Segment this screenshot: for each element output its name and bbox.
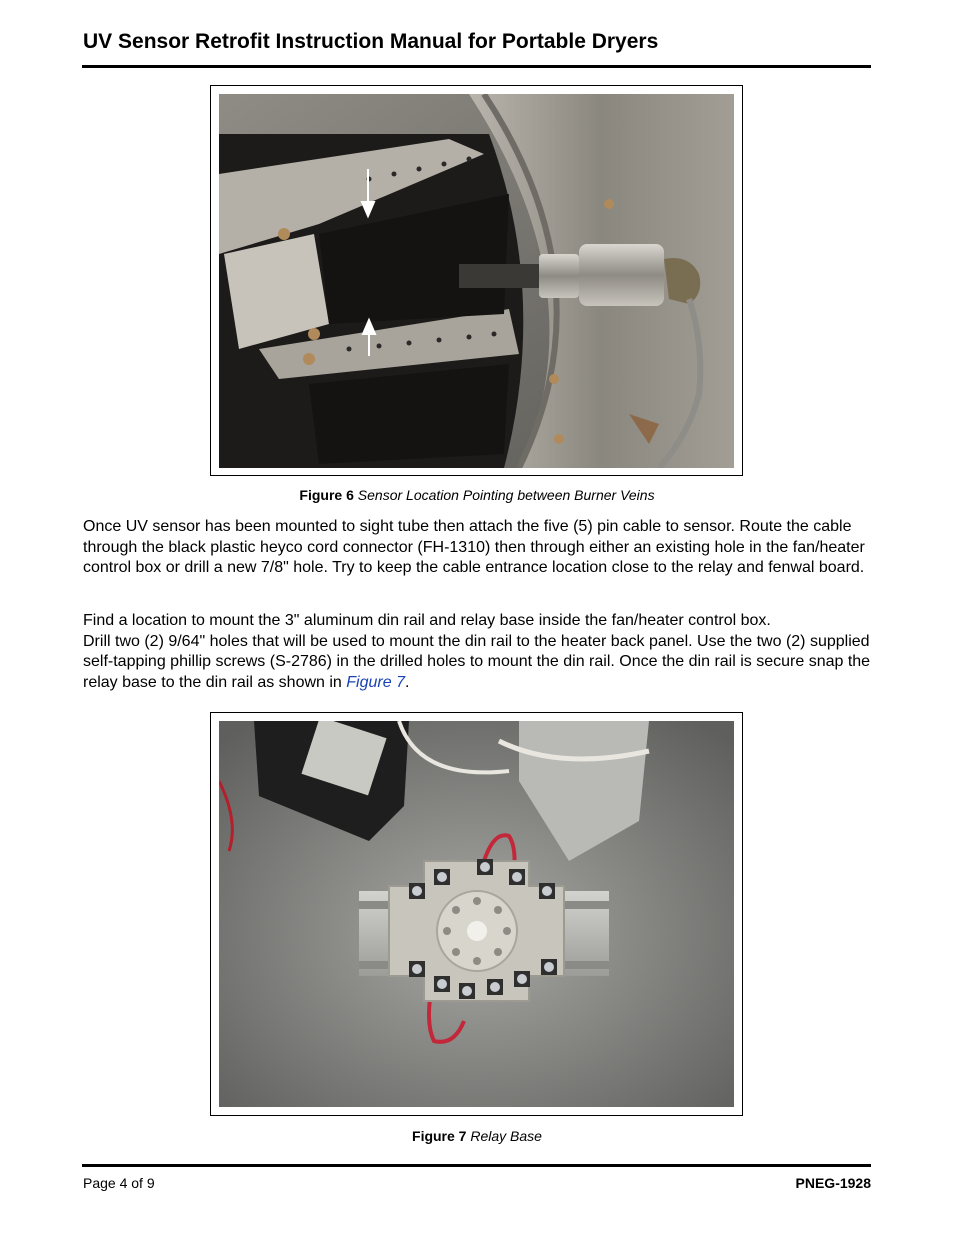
figure-6-frame (210, 85, 743, 476)
figure-6-caption (0, 487, 954, 503)
relay-base-photo-illustration (219, 721, 734, 1107)
figure-7-photo (219, 721, 734, 1107)
header-rule (82, 65, 871, 68)
uv-sensor-photo-illustration (219, 94, 734, 468)
figure-7-number: Figure 7 (412, 1128, 467, 1144)
figure-6-description: Sensor Location Pointing between Burner Veins (357, 487, 655, 503)
footer-rule (82, 1164, 871, 1167)
figure-7-description: Relay Base (470, 1128, 542, 1144)
paragraph-din-rail-end: . (404, 673, 410, 691)
paragraph-din-rail-line1: Find a location to mount the 3" aluminum din rail and relay base inside the fan/heater control box. (83, 612, 771, 629)
page-number: Page 4 of 9 (83, 1175, 155, 1191)
figure-7-frame (210, 712, 743, 1116)
figure-7-caption (0, 1128, 954, 1144)
paragraph-din-rail (83, 611, 873, 693)
page-title: UV Sensor Retrofit Instruction Manual for Portable Dryers (83, 30, 659, 53)
figure-6-number: Figure 6 (299, 487, 354, 503)
figure-6-photo (219, 94, 734, 468)
paragraph-cable-routing: Once UV sensor has been mounted to sight tube then attach the five (5) pin cable to sensor. Route the cable through the black plastic heyco cord connector (FH-1310) then through either an existing hole in the fan/heater control box or drill a new 7/8" hole. Try to keep the cable entrance location close to the relay and fenwal board. (83, 518, 865, 576)
paragraph-din-rail-line2: Drill two (2) 9/64" holes that will be used to mount the din rail to the heater back panel. Use the two (2) supplied self-tapping phillip screws (S-2786) in the drilled holes to mount the din rail. Once the din rail is secure snap the relay base to the din rail as shown in (83, 632, 871, 691)
document-id: PNEG-1928 (795, 1175, 871, 1191)
figure-7-link[interactable]: Figure 7 (346, 673, 405, 691)
